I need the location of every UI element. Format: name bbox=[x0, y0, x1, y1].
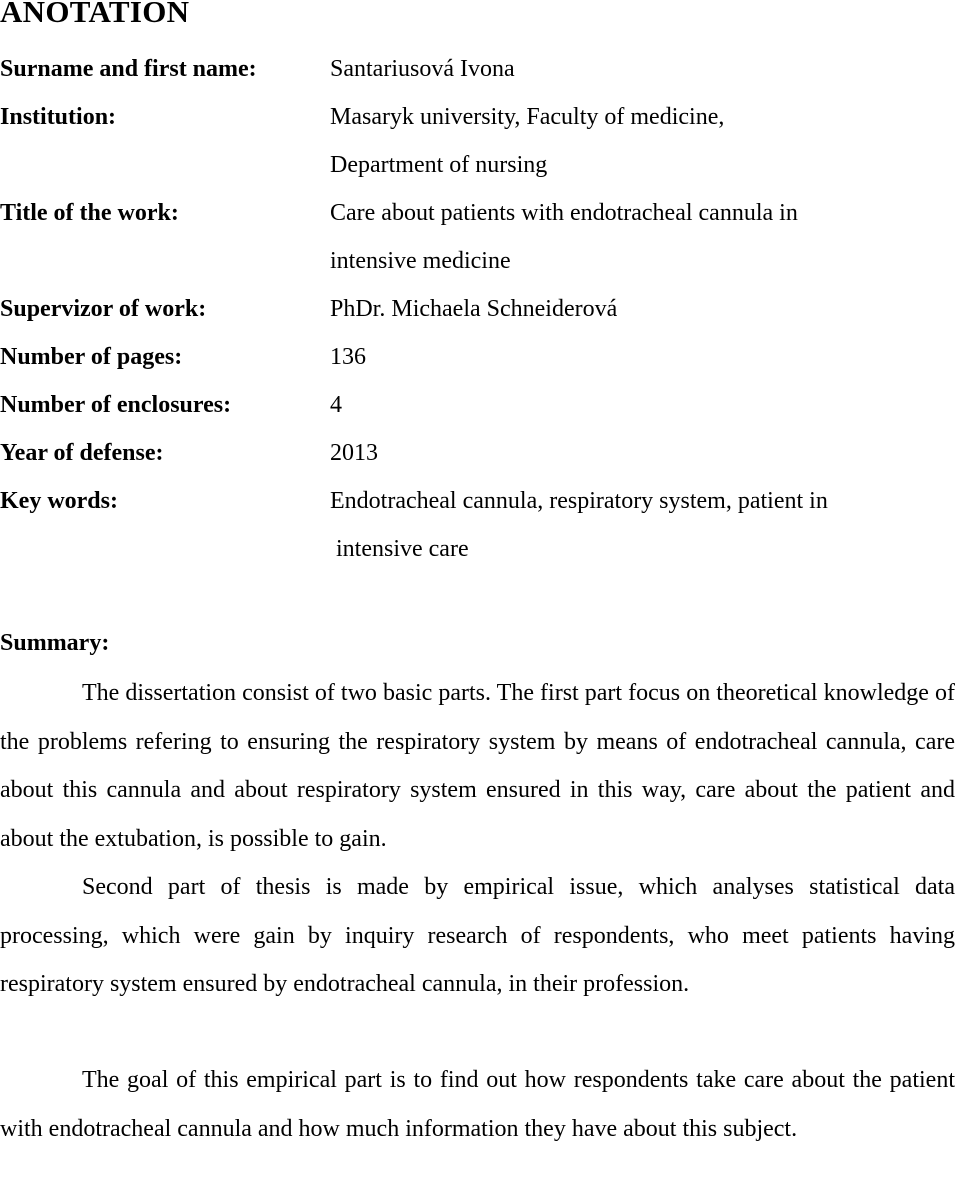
field-label-supervisor: Supervizor of work: bbox=[0, 296, 207, 322]
field-label-keywords: Key words: bbox=[0, 488, 118, 514]
page-title: ANOTATION bbox=[0, 0, 190, 29]
field-value-institution-line1: Masaryk university, Faculty of medicine, bbox=[330, 104, 725, 130]
field-label-enclosures: Number of enclosures: bbox=[0, 392, 232, 418]
field-label-institution: Institution: bbox=[0, 104, 117, 130]
field-label-title: Title of the work: bbox=[0, 200, 179, 226]
field-label-pages: Number of pages: bbox=[0, 344, 183, 370]
summary-paragraph-3: The goal of this empirical part is to find out how respondents take care about the patient with endotracheal cannula and how much information they have about this subject. bbox=[0, 1067, 955, 1142]
field-value-title-line1: Care about patients with endotracheal cannula in bbox=[330, 200, 798, 226]
field-value-supervisor: PhDr. Michaela Schneiderová bbox=[330, 296, 618, 322]
field-value-enclosures: 4 bbox=[330, 392, 342, 418]
summary-paragraph-1: The dissertation consist of two basic parts. The first part focus on theoretical knowledge of the problems refering to ensuring the respiratory system by means of endotracheal cannula, care about this cannula and about respiratory system ensured in this way, care about the patient and about the extubation, is possible to gain. bbox=[0, 680, 955, 852]
field-value-pages: 136 bbox=[330, 344, 366, 370]
field-value-institution-line2: Department of nursing bbox=[330, 152, 548, 178]
field-value-keywords-line1: Endotracheal cannula, respiratory system, patient in bbox=[330, 488, 828, 514]
field-label-name: Surname and first name: bbox=[0, 56, 257, 82]
field-value-keywords-line2: intensive care bbox=[336, 536, 469, 562]
summary-heading: Summary: bbox=[0, 630, 110, 656]
field-label-year: Year of defense: bbox=[0, 440, 164, 466]
field-value-year: 2013 bbox=[330, 440, 378, 466]
summary-paragraph-2: Second part of thesis is made by empirical issue, which analyses statistical data processing, which were gain by inquiry research of respondents, who meet patients having respiratory system ensured by endotracheal cannula, in their profession. bbox=[0, 874, 955, 997]
field-value-title-line2: intensive medicine bbox=[330, 248, 511, 274]
field-value-name: Santariusová Ivona bbox=[330, 56, 515, 82]
